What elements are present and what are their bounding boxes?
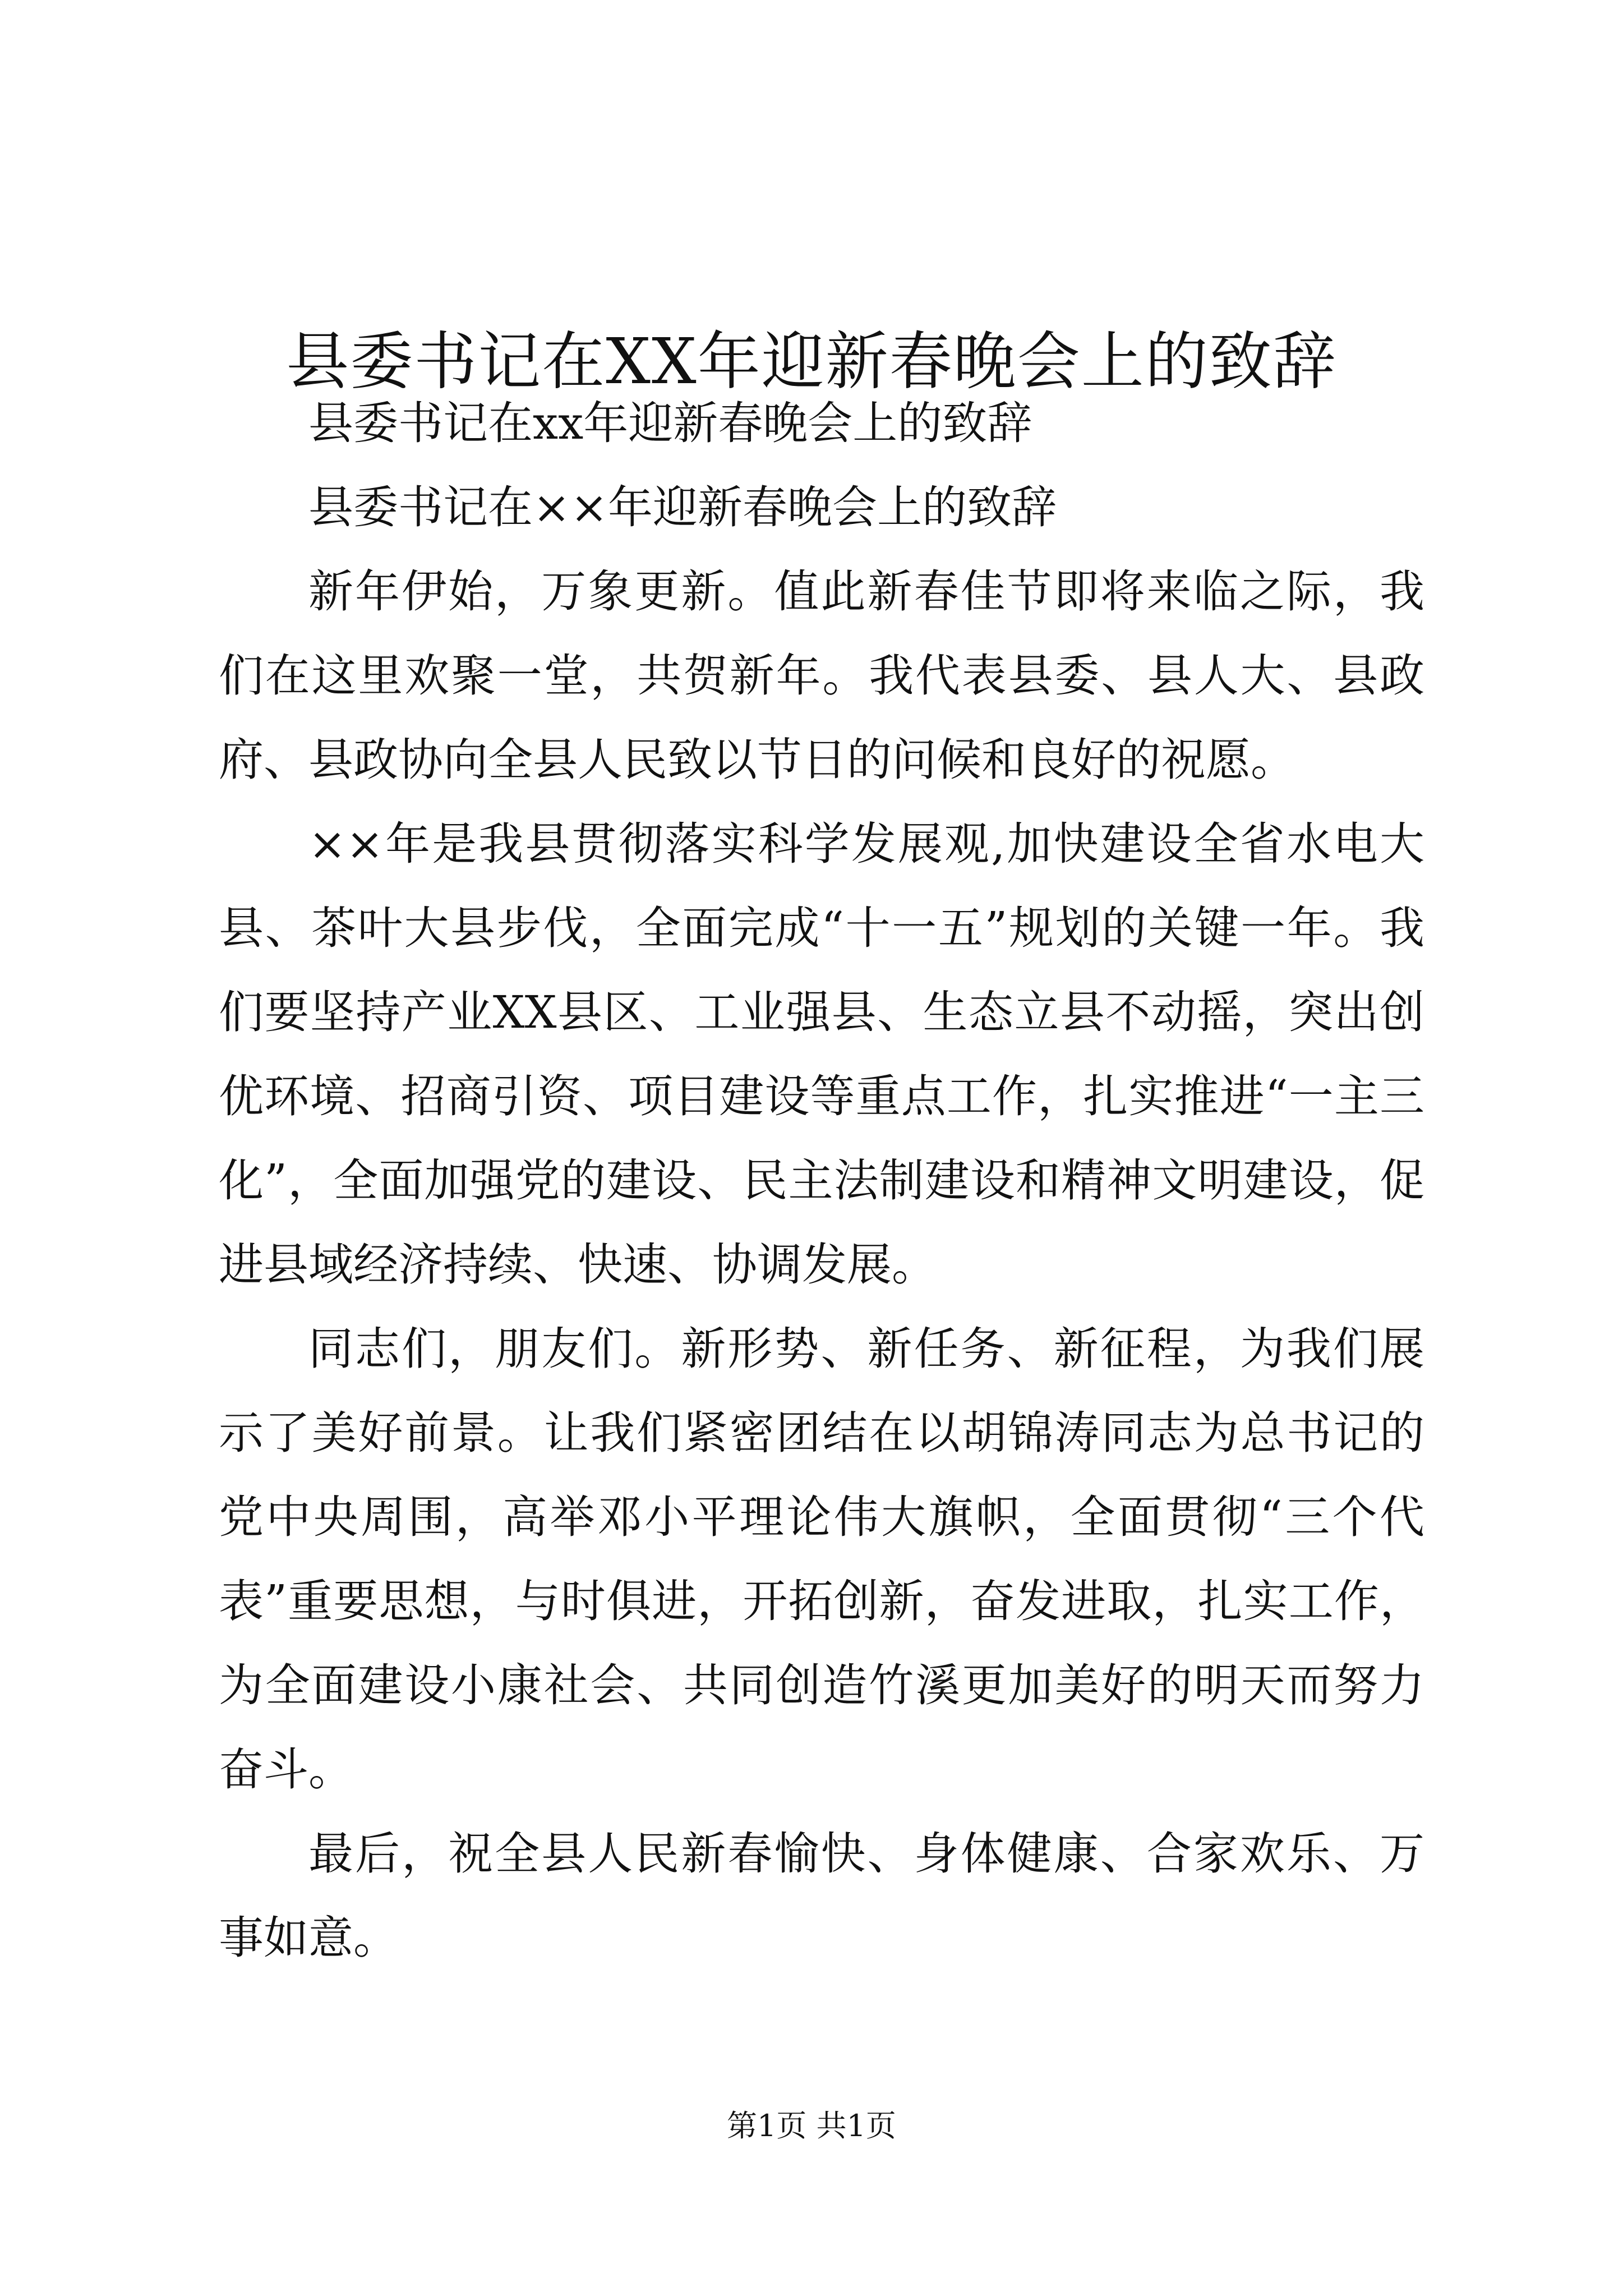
body-paragraph-2: ××年是我县贯彻落实科学发展观,加快建设全省水电大县、茶叶大县步伐，全面完成“十一五”规划的关键一年。我们要坚持产业XX县区、工业强县、生态立县不动摇，突出创优环境、招商引资、项目建设等重点工作，扎实推进“一主三化”，全面加强党的建设、民主法制建设和精神文明建设，促进县域经济持续、快速、协调发展。 — [219, 818, 1424, 1291]
body-paragraph-4: 最后，祝全县人民新春愉快、身体健康、合家欢乐、万事如意。 — [219, 1828, 1424, 1964]
body-paragraph-1: 新年伊始，万象更新。值此新春佳节即将来临之际，我们在这里欢聚一堂，共贺新年。我代表县委、县人大、县政府、县政协向全县人民致以节日的问候和良好的祝愿。 — [219, 565, 1424, 786]
document-body — [219, 381, 1424, 1980]
page-number-footer: 第1页 共1页 — [727, 2108, 896, 2143]
subtitle-paragraph-2: 县委书记在××年迎新春晚会上的致辞 — [308, 481, 1057, 533]
body-paragraph-3: 同志们，朋友们。新形势、新任务、新征程，为我们展示了美好前景。让我们紧密团结在以胡锦涛同志为总书记的党中央周围，高举邓小平理论伟大旗帜，全面贯彻“三个代表”重要思想，与时俱进，开拓创新，奋发进取，扎实工作，为全面建设小康社会、共同创造竹溪更加美好的明天而努力奋斗。 — [219, 1323, 1424, 1796]
subtitle-paragraph-1: 县委书记在xx年迎新春晚会上的致辞 — [308, 397, 1032, 449]
document-title: 县委书记在XX年迎新春晚会上的致辞 — [286, 325, 1337, 399]
